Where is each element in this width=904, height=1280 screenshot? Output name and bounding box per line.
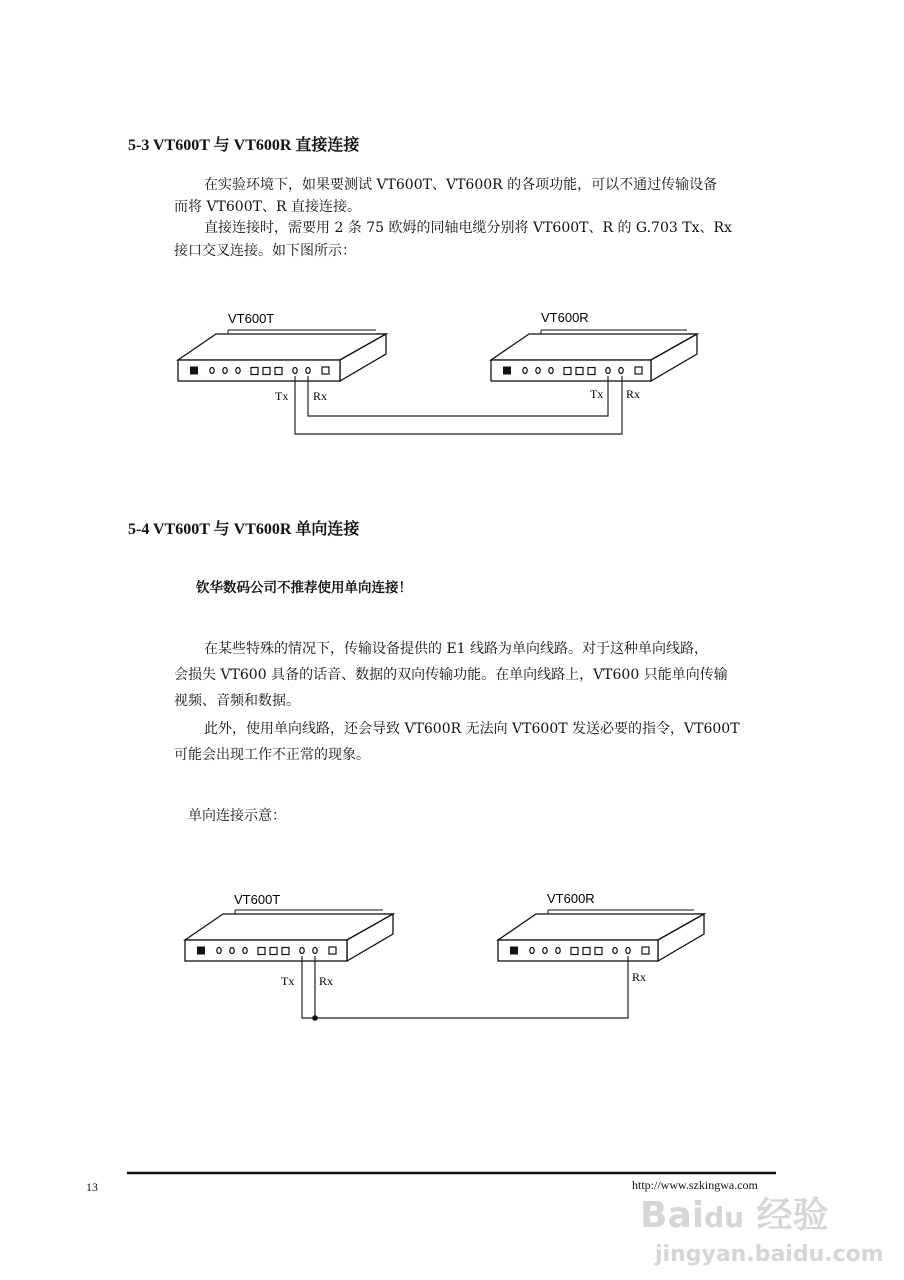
watermark-brand: Baidu 经验 [640, 1195, 829, 1236]
device-label-t: VT600T [234, 892, 281, 907]
page-number: 13 [86, 1180, 98, 1194]
port-label-rx: Rx [319, 974, 334, 988]
paragraph-line: 此外，使用单向线路，还会导致 VT600R 无法向 VT600T 发送必要的指令，VT600T [204, 721, 740, 737]
port-label-rx: Rx [632, 970, 647, 984]
cable-t-tx-to-r-rx [295, 376, 622, 434]
device-front-panel [178, 360, 340, 381]
warning-text: 钦华数码公司不推荐使用单向连接！ [196, 580, 412, 596]
port-label-tx: Tx [281, 974, 295, 988]
power-icon [190, 367, 198, 375]
device-vt600t-diagram2 [185, 910, 393, 961]
paragraph-line: 在某些特殊的情况下，传输设备提供的 E1 线路为单向线路。对于这种单向线路， [204, 641, 709, 657]
paragraph-line: 而将 VT600T、R 直接连接。 [174, 199, 361, 215]
cable-t-tx-to-r-rx [302, 956, 628, 1018]
footer-url: http://www.szkingwa.com [632, 1178, 758, 1192]
junction-dot [312, 1015, 318, 1021]
power-icon [197, 947, 205, 955]
port-label-tx: Tx [590, 387, 604, 401]
watermark-site: jingyan.baidu.com [655, 1242, 884, 1267]
device-vt600r-diagram2 [498, 910, 704, 961]
device-vt600t-diagram1 [178, 330, 386, 381]
paragraph-line: 视频、音频和数据。 [174, 693, 300, 709]
power-icon [503, 367, 511, 375]
paragraph-line: 接口交叉连接。如下图所示： [174, 243, 356, 259]
device-label-r: VT600R [547, 891, 595, 906]
port-label-rx: Rx [626, 387, 641, 401]
section-5-4-title: 5-4 VT600T 与 VT600R 单向连接 [128, 521, 360, 538]
cable-t-rx-to-r-tx [308, 376, 608, 416]
paragraph-line: 会损失 VT600 具备的话音、数据的双向传输功能。在单向线路上，VT600 只能单向传输 [174, 667, 728, 683]
paragraph-line: 在实验环境下，如果要测试 VT600T、VT600R 的各项功能，可以不通过传输设备 [204, 177, 718, 193]
device-front-panel [185, 940, 347, 961]
section-5-3-title: 5-3 VT600T 与 VT600R 直接连接 [128, 137, 360, 154]
power-icon [510, 947, 518, 955]
port-label-tx: Tx [275, 389, 289, 403]
device-label-r: VT600R [541, 310, 589, 325]
device-vt600r-diagram1 [491, 330, 697, 381]
diagram-caption: 单向连接示意： [188, 808, 286, 824]
device-label-t: VT600T [228, 311, 275, 326]
paragraph-line: 直接连接时，需要用 2 条 75 欧姆的同轴电缆分别将 VT600T、R 的 G.703 Tx、Rx [204, 220, 732, 236]
port-label-rx: Rx [313, 389, 328, 403]
paragraph-line: 可能会出现工作不正常的现象。 [174, 747, 370, 763]
